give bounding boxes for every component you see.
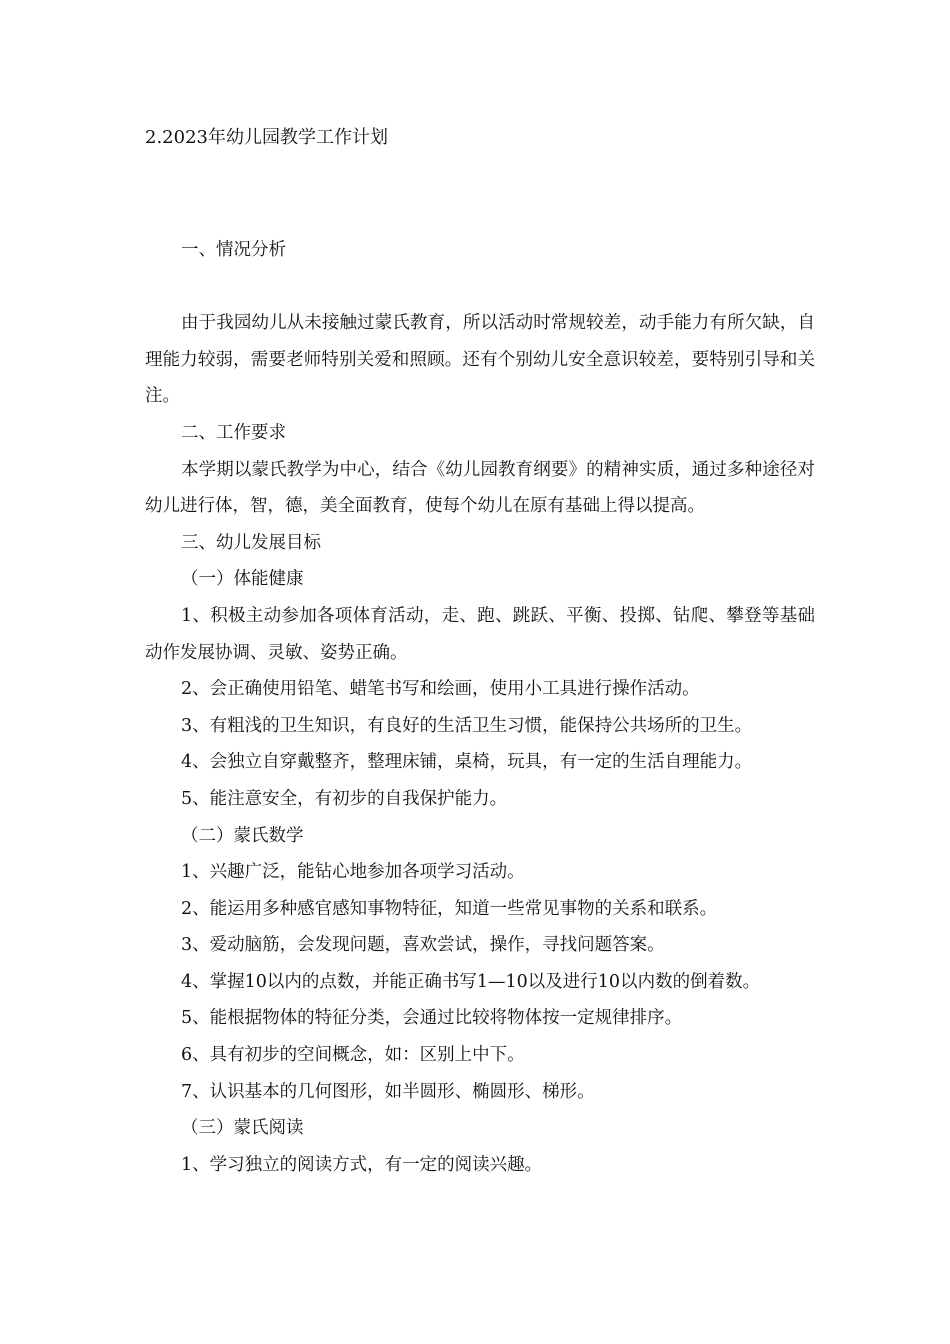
document-body [145,232,815,1183]
list-item-math-2: 2、能运用多种感官感知事物特征，知道一些常见事物的关系和联系。 [181,898,718,919]
section-heading-work-requirements: 二、工作要求 [181,422,286,443]
list-item-math-5: 5、能根据物体的特征分类，会通过比较将物体按一定规律排序。 [181,1008,683,1029]
list-item-physical-4: 4、会独立自穿戴整齐，整理床铺，桌椅，玩具，有一定的生活自理能力。 [181,752,753,773]
blank-line [145,269,815,306]
document-title: 2.2023年幼儿园教学工作计划 [145,127,388,148]
list-item-math-4: 4、掌握10以内的点数，并能正确书写1—10以及进行10以内数的倒着数。 [181,971,761,992]
list-item-physical-1: 1、积极主动参加各项体育活动，走、跑、跳跃、平衡、投掷、钻爬、攀登等基础动作发展协调、灵敏、姿势正确。 [145,605,815,663]
list-item-physical-3: 3、有粗浅的卫生知识，有良好的生活卫生习惯，能保持公共场所的卫生。 [181,715,753,736]
paragraph-work-requirements: 本学期以蒙氏教学为中心，结合《幼儿园教育纲要》的精神实质，通过多种途径对幼儿进行体，智，德，美全面教育，使每个幼儿在原有基础上得以提高。 [145,459,815,517]
section-heading-situation-analysis: 一、情况分析 [181,240,286,260]
paragraph-situation-analysis: 由于我园幼儿从未接触过蒙氏教育，所以活动时常规较差，动手能力有所欠缺，自理能力较弱，需要老师特别关爱和照顾。还有个别幼儿安全意识较差，要特别引导和关注。 [145,313,815,407]
list-item-math-7: 7、认识基本的几何图形，如半圆形、椭圆形、梯形。 [181,1081,595,1102]
section-heading-development-goals: 三、幼儿发展目标 [181,532,321,553]
list-item-math-6: 6、具有初步的空间概念，如：区别上中下。 [181,1045,525,1066]
list-item-math-1: 1、兴趣广泛，能钻心地参加各项学习活动。 [181,862,525,883]
list-item-physical-2: 2、会正确使用铅笔、蜡笔书写和绘画，使用小工具进行操作活动。 [181,679,700,700]
list-item-physical-5: 5、能注意安全，有初步的自我保护能力。 [181,788,508,809]
sub-heading-montessori-math: （二）蒙氏数学 [181,825,304,846]
list-item-math-3: 3、爱动脑筋，会发现问题，喜欢尝试，操作，寻找问题答案。 [181,935,665,956]
sub-heading-montessori-reading: （三）蒙氏阅读 [181,1118,304,1139]
list-item-reading-1: 1、学习独立的阅读方式，有一定的阅读兴趣。 [181,1154,543,1175]
sub-heading-physical-health: （一）体能健康 [181,569,304,590]
